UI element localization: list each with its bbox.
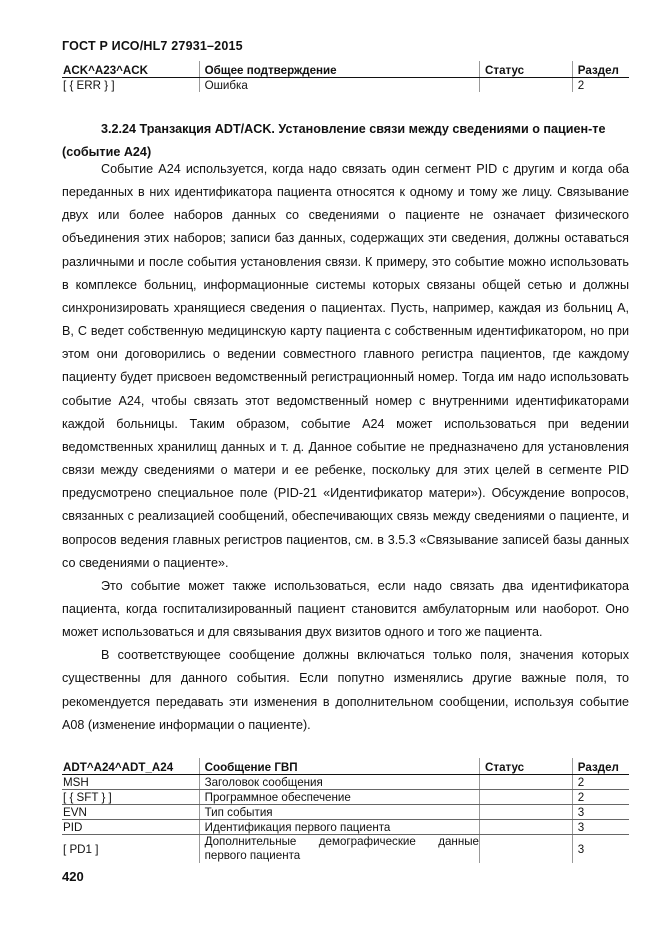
column-header: ADT^A24^ADT_A24: [62, 758, 199, 775]
paragraph: Событие А24 используется, когда надо связать один сегмент PID с другим и когда оба переданных в них идентификатора пациента относятся к одному и тому же лицу. Связывание двух или более наборов данных со сведениями о пациенте не означает физического объединения этих наборов; записи баз данных, содержащих эти сведения, должны оставаться различными и после события установления связи. К примеру, это событие можно использовать в комплексе больниц, информационные системы которых связаны общей сетью и должны синхронизировать хранящиеся сведения о пациентах. Пусть, например, каждая из больниц А, В, С ведет собственную медицинскую карту пациента с собственным идентификатором, но при этом они договорились о ведении совместного главного регистра пациентов, где каждому пациенту будет присвоен ведомственный регистрационный номер. Тогда им надо использовать событие А24, чтобы связать этот ведомственный номер с внутренними идентификаторами каждой больницы. Таким образом, событие А24 может использоваться при ведении ведомственных хранилищ данных и т. д. Данное событие не предназначено для установления связи между сведениями о матери и ее ребенке, поскольку для этих целей в сегменте PID предусмотрено специальное поле (PID-21 «Идентификатор матери»). Обсуждение вопросов, связанных с реализацией сообщений, обеспечивающих связь между сведениями о пациенте, и вопросов ведения главных регистров пациентов, см. в 3.5.3 «Связывание записей базы данных со сведениями о пациенте».: [62, 162, 629, 570]
paragraph: В соответствующее сообщение должны включаться только поля, значения которых существенны для данного события. Если попутно изменялись другие важные поля, то рекомендуется передавать эти изменения в дополнительном сообщении, используя событие А08 (изменение информации о пациенте).: [62, 648, 629, 732]
page-number: 420: [62, 869, 84, 884]
section-title: Транзакция ADT/ACK. Установление связи между сведениями о пациен-те (событие А24): [62, 122, 606, 159]
column-header: ACK^A23^ACK: [62, 61, 199, 78]
table-cell: [480, 78, 573, 93]
table-cell: [ { SFT } ]: [62, 790, 199, 805]
table-cell: Идентификация первого пациента: [199, 820, 479, 835]
table-cell: Программное обеспечение: [199, 790, 479, 805]
table-cell: 3: [572, 835, 629, 864]
table-cell: [480, 790, 573, 805]
table-cell: Тип события: [199, 805, 479, 820]
body-text: [62, 158, 629, 737]
table-cell: Ошибка: [199, 78, 479, 93]
table-row: [62, 775, 629, 790]
table-cell: 3: [572, 820, 629, 835]
table-cell: [ PD1 ]: [63, 842, 99, 856]
table-cell: 2: [572, 78, 629, 93]
table-cell: MSH: [62, 775, 199, 790]
table-cell: Дополнительные демографические данные первого пациента: [199, 835, 479, 864]
paragraph: Это событие может также использоваться, если надо связать два идентификатора пациента, когда госпитализированный пациент становится амбулаторным или наоборот. Оно может использоваться и для связывания двух визитов одного и того же пациента.: [62, 578, 629, 640]
column-header: Общее подтверждение: [199, 61, 479, 78]
table-cell: [480, 835, 573, 864]
table-row: [62, 805, 629, 820]
section-number: 3.2.24: [101, 122, 137, 136]
table-row: [62, 820, 629, 835]
table-cell: EVN: [62, 805, 199, 820]
table-cell: [480, 820, 573, 835]
table-header-row: [62, 61, 629, 78]
table-cell: 2: [572, 790, 629, 805]
table-cell: [480, 805, 573, 820]
table-cell: 2: [572, 775, 629, 790]
table-cell: [480, 775, 573, 790]
document-header: ГОСТ Р ИСО/HL7 27931–2015: [62, 39, 243, 53]
ack-message-table: [62, 61, 629, 92]
column-header: Статус: [480, 758, 573, 775]
column-header: Раздел: [572, 758, 629, 775]
adt-a24-message-table: [62, 758, 629, 863]
column-header: Статус: [480, 61, 573, 78]
table-cell: PID: [62, 820, 199, 835]
table-row: [62, 835, 629, 864]
table-row: [62, 790, 629, 805]
table-cell: [ { ERR } ]: [63, 78, 115, 92]
table-cell: 3: [572, 805, 629, 820]
table-row: [62, 78, 629, 93]
table-cell: Заголовок сообщения: [199, 775, 479, 790]
column-header: Раздел: [572, 61, 629, 78]
column-header: Сообщение ГВП: [199, 758, 479, 775]
table-header-row: [62, 758, 629, 775]
